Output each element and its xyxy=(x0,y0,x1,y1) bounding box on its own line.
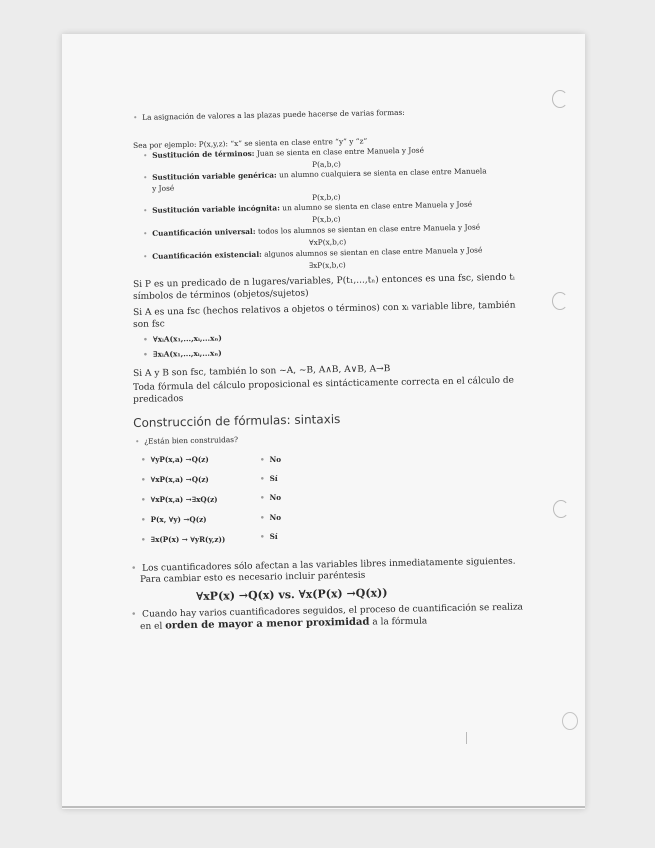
pencil-mark xyxy=(466,732,467,744)
paragraph-propositional-line2: predicados xyxy=(133,394,184,405)
syntax-answer: • No xyxy=(260,513,281,522)
paragraph-free-var-line2: son fsc xyxy=(133,319,165,330)
substitution-formula: ∃xP(x,b,c) xyxy=(309,260,346,270)
section-heading: Construcción de fórmulas: sintaxis xyxy=(133,412,341,430)
syntax-answer: • Sí xyxy=(260,532,278,541)
syntax-answer: • No xyxy=(260,455,281,464)
paragraph-propositional-line1: Toda fórmula del cálculo proposicional es sintácticamente correcta en el cálculo de xyxy=(133,375,514,393)
quantified-formula: • ∀xᵢA(x₁,...,xᵢ,...xₙ) xyxy=(143,333,222,344)
syntax-row: • ∀xP(x,a) →Q(z) xyxy=(141,475,209,484)
order-note-line2: en el orden de mayor a menor proximidad a la fórmula xyxy=(140,616,428,632)
order-note-line1: • Cuando hay varios cuantificadores seguidos, el proceso de cuantificación se realiza xyxy=(131,602,524,620)
substitution-item: • Cuantificación existencial: algunos alumnos se sientan en clase entre Manuela y José xyxy=(143,245,483,261)
quantifier-example: ∀xP(x) →Q(x) vs. ∀x(P(x) →Q(x)) xyxy=(196,586,388,603)
punch-hole xyxy=(562,712,578,730)
substitution-item: • Sustitución variable genérica: un alumno cualquiera se sienta en clase entre Manuela xyxy=(143,166,487,182)
syntax-row: • P(x, ∀y) →Q(z) xyxy=(141,515,207,524)
substitution-item: • Sustitución variable incógnita: un alumno se sienta en clase entre Manuela y José xyxy=(143,199,473,215)
substitution-item: • Cuantificación universal: todos los alumnos se sientan en clase entre Manuela y José xyxy=(143,222,481,238)
substitution-formula: P(x,b,c) xyxy=(312,214,341,224)
substitution-formula: ∀xP(x,b,c) xyxy=(309,237,347,247)
paragraph-predicate-line2: símbolos de términos (objetos/sujetos) xyxy=(133,288,309,302)
quantifier-note-line1: • Los cuantificadores sólo afectan a las variables libres inmediatamente siguientes. xyxy=(131,556,516,574)
punch-hole xyxy=(552,90,568,108)
page-edge xyxy=(62,806,585,808)
substitution-item: • Sustitución de términos: Juan se sienta en clase entre Manuela y José xyxy=(143,145,425,160)
substitution-formula: P(a,b,c) xyxy=(312,159,341,169)
paragraph-free-var-line1: Si A es una fsc (hechos relativos a objetos o términos) con xᵢ variable libre, también xyxy=(133,300,516,318)
quantified-formula: • ∃xᵢA(x₁,...,xᵢ,...xₙ) xyxy=(143,348,222,359)
syntax-row: • ∀xP(x,a) →∃xQ(z) xyxy=(141,495,218,504)
paragraph-connectives: Si A y B son fsc, también lo son ~A, ~B, A∧B, A∨B, A→B xyxy=(133,364,391,379)
substitution-formula: P(x,b,c) xyxy=(312,192,341,202)
syntax-answer: • No xyxy=(260,493,281,502)
substitution-desc-cont: y José xyxy=(152,183,175,193)
intro-line: • La asignación de valores a las plazas puede hacerse de varias formas: xyxy=(133,107,405,122)
paragraph-predicate-line1: Si P es un predicado de n lugares/variables, P(t₁,...,tₙ) entonces es una fsc, siendo tᵢ xyxy=(133,272,515,290)
syntax-row: • ∃x(P(x) → ∀yR(y,z)) xyxy=(141,535,226,544)
syntax-row: • ∀yP(x,a) →Q(z) xyxy=(141,455,209,464)
example-line: Sea por ejemplo: P(x,y,z): “x” se sienta en clase entre “y” y “z” xyxy=(133,136,368,150)
section-question: • ¿Están bien construidas? xyxy=(135,435,239,446)
punch-hole xyxy=(552,292,568,310)
quantifier-note-line2: Para cambiar esto es necesario incluir paréntesis xyxy=(140,570,366,585)
punch-hole xyxy=(553,500,569,518)
syntax-answer: • Sí xyxy=(260,474,278,483)
